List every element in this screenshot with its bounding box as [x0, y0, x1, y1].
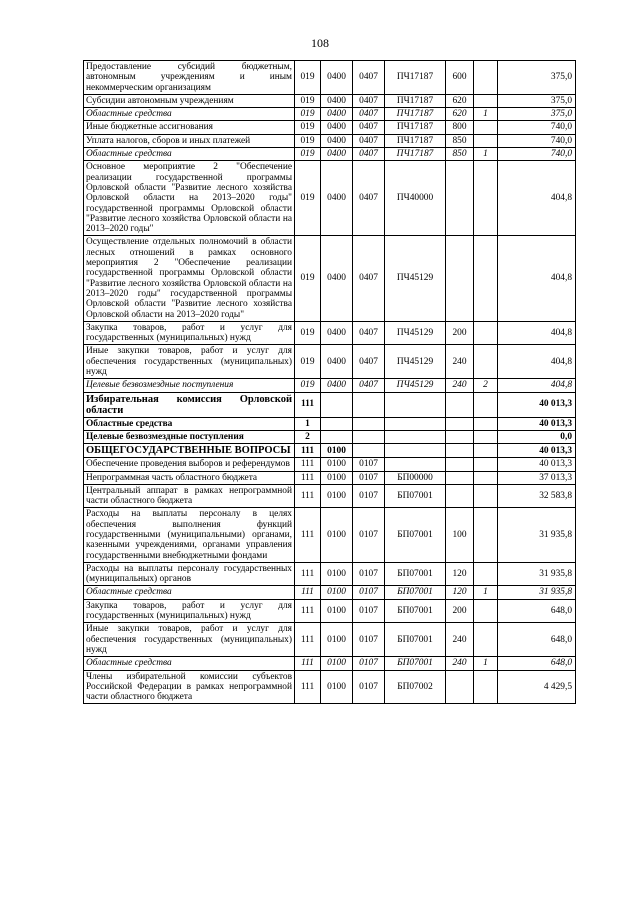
table-row: [84, 623, 576, 657]
amount: 31 935,8: [498, 562, 576, 586]
target-article-code: ПЧ17187: [385, 121, 446, 134]
expense-type-code: 240: [446, 657, 474, 670]
funding-source-code: [474, 599, 498, 623]
funding-source-code: [474, 444, 498, 458]
section-code: 0400: [321, 161, 353, 236]
amount: 40 013,3: [498, 392, 576, 417]
subsection-code: 0407: [353, 121, 385, 134]
amount: 404,8: [498, 345, 576, 379]
amount: 40 013,3: [498, 417, 576, 430]
table-row: [84, 392, 576, 417]
grbs-code: 019: [295, 61, 321, 95]
grbs-code: 019: [295, 321, 321, 345]
expense-type-code: 600: [446, 61, 474, 95]
line-item-name: Расходы на выплаты персоналу в целях обеспечения выполнения функций государственными (муниципальными) органами, казенными учреждениями, органами управления государственными внебюджетными фондами: [84, 508, 295, 562]
subsection-code: 0407: [353, 61, 385, 95]
expense-type-code: [446, 161, 474, 236]
grbs-code: 111: [295, 444, 321, 458]
target-article-code: ПЧ45129: [385, 379, 446, 392]
line-item-name: Центральный аппарат в рамках непрограммной части областного бюджета: [84, 484, 295, 508]
table-row: [84, 61, 576, 95]
grbs-code: 111: [295, 623, 321, 657]
grbs-code: 019: [295, 236, 321, 321]
section-code: 0400: [321, 134, 353, 147]
section-code: [321, 430, 353, 443]
subsection-code: 0407: [353, 236, 385, 321]
funding-source-code: 1: [474, 657, 498, 670]
line-item-name: Областные средства: [84, 108, 295, 121]
amount: 40 013,3: [498, 444, 576, 458]
subsection-code: 0407: [353, 108, 385, 121]
table-row: [84, 458, 576, 471]
amount: 31 935,8: [498, 586, 576, 599]
subsection-code: 0107: [353, 657, 385, 670]
funding-source-code: [474, 161, 498, 236]
grbs-code: 111: [295, 586, 321, 599]
table-row: [84, 444, 576, 458]
subsection-code: 0107: [353, 562, 385, 586]
table-row: [84, 345, 576, 379]
grbs-code: 111: [295, 670, 321, 704]
grbs-code: 019: [295, 134, 321, 147]
table-row: [84, 586, 576, 599]
funding-source-code: [474, 562, 498, 586]
funding-source-code: [474, 623, 498, 657]
target-article-code: [385, 392, 446, 417]
table-row: [84, 484, 576, 508]
section-code: 0400: [321, 345, 353, 379]
line-item-name: Основное мероприятие 2 "Обеспечение реализации государственной программы Орловской области "Развитие лесного хозяйства Орловской области на 2013–2020 годы" государственной программы Орловской области "Развитие лесного хозяйства Орловской области на 2013–2020 годы": [84, 161, 295, 236]
amount: 40 013,3: [498, 458, 576, 471]
expense-type-code: [446, 471, 474, 484]
funding-source-code: [474, 458, 498, 471]
section-code: 0100: [321, 562, 353, 586]
grbs-code: 019: [295, 379, 321, 392]
expense-type-code: [446, 392, 474, 417]
section-code: 0400: [321, 379, 353, 392]
table-row: [84, 121, 576, 134]
section-code: 0100: [321, 657, 353, 670]
section-code: 0400: [321, 236, 353, 321]
amount: 740,0: [498, 121, 576, 134]
expense-type-code: 850: [446, 148, 474, 161]
grbs-code: 019: [295, 94, 321, 107]
expense-type-code: 800: [446, 121, 474, 134]
subsection-code: 0107: [353, 484, 385, 508]
subsection-code: 0107: [353, 623, 385, 657]
section-code: [321, 392, 353, 417]
table-row: [84, 562, 576, 586]
funding-source-code: [474, 670, 498, 704]
funding-source-code: [474, 392, 498, 417]
subsection-code: 0107: [353, 599, 385, 623]
subsection-code: 0107: [353, 508, 385, 562]
grbs-code: 019: [295, 121, 321, 134]
line-item-name: Расходы на выплаты персоналу государственных (муниципальных) органов: [84, 562, 295, 586]
line-item-name: Областные средства: [84, 417, 295, 430]
line-item-name: Члены избирательной комиссии субъектов Российской Федерации в рамках непрограммной части областного бюджета: [84, 670, 295, 704]
subsection-code: 0107: [353, 670, 385, 704]
line-item-name: Областные средства: [84, 148, 295, 161]
amount: 648,0: [498, 623, 576, 657]
line-item-name: Областные средства: [84, 657, 295, 670]
expense-type-code: [446, 444, 474, 458]
section-code: 0400: [321, 108, 353, 121]
expense-type-code: 200: [446, 599, 474, 623]
target-article-code: ПЧ45129: [385, 321, 446, 345]
table-row: [84, 657, 576, 670]
table-row: [84, 599, 576, 623]
funding-source-code: 2: [474, 379, 498, 392]
amount: 648,0: [498, 599, 576, 623]
budget-table: [83, 60, 576, 704]
expense-type-code: 200: [446, 321, 474, 345]
target-article-code: БП00000: [385, 471, 446, 484]
target-article-code: ПЧ45129: [385, 236, 446, 321]
table-row: [84, 430, 576, 443]
line-item-name: Предоставление субсидий бюджетным, автономным учреждениям и иным некоммерческим организациям: [84, 61, 295, 95]
section-code: 0100: [321, 484, 353, 508]
section-code: 0400: [321, 321, 353, 345]
target-article-code: БП07001: [385, 484, 446, 508]
subsection-code: 0107: [353, 458, 385, 471]
line-item-name: Областные средства: [84, 586, 295, 599]
amount: 648,0: [498, 657, 576, 670]
target-article-code: [385, 444, 446, 458]
expense-type-code: 120: [446, 586, 474, 599]
funding-source-code: [474, 121, 498, 134]
section-code: 0100: [321, 623, 353, 657]
target-article-code: [385, 458, 446, 471]
amount: 404,8: [498, 236, 576, 321]
grbs-code: 019: [295, 161, 321, 236]
expense-type-code: [446, 484, 474, 508]
funding-source-code: [474, 94, 498, 107]
line-item-name: Иные закупки товаров, работ и услуг для обеспечения государственных (муниципальных) нужд: [84, 623, 295, 657]
amount: 404,8: [498, 161, 576, 236]
target-article-code: БП07001: [385, 657, 446, 670]
target-article-code: БП07002: [385, 670, 446, 704]
line-item-name: Обеспечение проведения выборов и референдумов: [84, 458, 295, 471]
grbs-code: 111: [295, 392, 321, 417]
target-article-code: ПЧ45129: [385, 345, 446, 379]
subsection-code: 0407: [353, 161, 385, 236]
amount: 404,8: [498, 321, 576, 345]
table-row: [84, 108, 576, 121]
section-code: [321, 417, 353, 430]
funding-source-code: 1: [474, 148, 498, 161]
target-article-code: ПЧ17187: [385, 134, 446, 147]
amount: 740,0: [498, 148, 576, 161]
line-item-name: Закупка товаров, работ и услуг для государственных (муниципальных) нужд: [84, 599, 295, 623]
table-row: [84, 670, 576, 704]
subsection-code: [353, 430, 385, 443]
table-row: [84, 417, 576, 430]
target-article-code: ПЧ17187: [385, 61, 446, 95]
line-item-name: Осуществление отдельных полномочий в области лесных отношений в рамках основного мероприятия 2 "Обеспечение реализации государственной программы Орловской области "Развитие лесного хозяйства Орловской области на 2013–2020 годы" государственной программы Орловской области "Развитие лесного хозяйства Орловской области на 2013–2020 годы": [84, 236, 295, 321]
target-article-code: ПЧ17187: [385, 94, 446, 107]
funding-source-code: [474, 134, 498, 147]
target-article-code: БП07001: [385, 508, 446, 562]
grbs-code: 111: [295, 471, 321, 484]
expense-type-code: 240: [446, 623, 474, 657]
grbs-code: 111: [295, 458, 321, 471]
funding-source-code: [474, 484, 498, 508]
section-code: 0100: [321, 444, 353, 458]
expense-type-code: [446, 417, 474, 430]
subsection-code: 0107: [353, 586, 385, 599]
target-article-code: БП07001: [385, 623, 446, 657]
table-row: [84, 94, 576, 107]
expense-type-code: 120: [446, 562, 474, 586]
line-item-name: Целевые безвозмездные поступления: [84, 379, 295, 392]
section-code: 0400: [321, 94, 353, 107]
amount: 37 013,3: [498, 471, 576, 484]
section-code: 0100: [321, 670, 353, 704]
expense-type-code: 240: [446, 379, 474, 392]
line-item-name: Иные бюджетные ассигнования: [84, 121, 295, 134]
expense-type-code: 850: [446, 134, 474, 147]
funding-source-code: [474, 508, 498, 562]
subsection-code: [353, 417, 385, 430]
line-item-name: Субсидии автономным учреждениям: [84, 94, 295, 107]
subsection-code: 0407: [353, 379, 385, 392]
subsection-code: [353, 444, 385, 458]
funding-source-code: [474, 345, 498, 379]
grbs-code: 111: [295, 599, 321, 623]
line-item-name: Иные закупки товаров, работ и услуг для обеспечения государственных (муниципальных) нужд: [84, 345, 295, 379]
amount: 32 583,8: [498, 484, 576, 508]
funding-source-code: [474, 417, 498, 430]
subsection-code: [353, 392, 385, 417]
section-code: 0100: [321, 508, 353, 562]
subsection-code: 0107: [353, 471, 385, 484]
line-item-name: Целевые безвозмездные поступления: [84, 430, 295, 443]
grbs-code: 019: [295, 108, 321, 121]
subsection-code: 0407: [353, 134, 385, 147]
funding-source-code: 1: [474, 586, 498, 599]
target-article-code: БП07001: [385, 562, 446, 586]
target-article-code: [385, 417, 446, 430]
subsection-code: 0407: [353, 321, 385, 345]
section-code: 0100: [321, 599, 353, 623]
grbs-code: 2: [295, 430, 321, 443]
target-article-code: БП07001: [385, 586, 446, 599]
table-row: [84, 134, 576, 147]
section-code: 0400: [321, 121, 353, 134]
amount: 0,0: [498, 430, 576, 443]
target-article-code: ПЧ17187: [385, 148, 446, 161]
grbs-code: 111: [295, 508, 321, 562]
expense-type-code: 620: [446, 108, 474, 121]
subsection-code: 0407: [353, 94, 385, 107]
table-row: [84, 148, 576, 161]
expense-type-code: [446, 236, 474, 321]
target-article-code: [385, 430, 446, 443]
section-code: 0400: [321, 148, 353, 161]
amount: 375,0: [498, 94, 576, 107]
target-article-code: ПЧ40000: [385, 161, 446, 236]
amount: 375,0: [498, 108, 576, 121]
amount: 740,0: [498, 134, 576, 147]
expense-type-code: 620: [446, 94, 474, 107]
grbs-code: 111: [295, 562, 321, 586]
grbs-code: 019: [295, 345, 321, 379]
funding-source-code: [474, 61, 498, 95]
funding-source-code: 1: [474, 108, 498, 121]
line-item-name: ОБЩЕГОСУДАРСТВЕННЫЕ ВОПРОСЫ: [84, 444, 295, 458]
line-item-name: Закупка товаров, работ и услуг для государственных (муниципальных) нужд: [84, 321, 295, 345]
section-code: 0100: [321, 586, 353, 599]
funding-source-code: [474, 321, 498, 345]
table-row: [84, 321, 576, 345]
amount: 404,8: [498, 379, 576, 392]
expense-type-code: [446, 430, 474, 443]
expense-type-code: [446, 458, 474, 471]
line-item-name: Избирательная комиссия Орловской области: [84, 392, 295, 417]
section-code: 0400: [321, 61, 353, 95]
subsection-code: 0407: [353, 345, 385, 379]
expense-type-code: [446, 670, 474, 704]
table-row: [84, 161, 576, 236]
grbs-code: 111: [295, 657, 321, 670]
subsection-code: 0407: [353, 148, 385, 161]
section-code: 0100: [321, 471, 353, 484]
table-row: [84, 471, 576, 484]
amount: 4 429,5: [498, 670, 576, 704]
funding-source-code: [474, 236, 498, 321]
table-row: [84, 379, 576, 392]
funding-source-code: [474, 430, 498, 443]
grbs-code: 1: [295, 417, 321, 430]
grbs-code: 111: [295, 484, 321, 508]
line-item-name: Уплата налогов, сборов и иных платежей: [84, 134, 295, 147]
table-row: [84, 508, 576, 562]
page-number: 108: [311, 36, 329, 50]
grbs-code: 019: [295, 148, 321, 161]
section-code: 0100: [321, 458, 353, 471]
target-article-code: БП07001: [385, 599, 446, 623]
table-row: [84, 236, 576, 321]
expense-type-code: 100: [446, 508, 474, 562]
line-item-name: Непрограммная часть областного бюджета: [84, 471, 295, 484]
funding-source-code: [474, 471, 498, 484]
amount: 375,0: [498, 61, 576, 95]
expense-type-code: 240: [446, 345, 474, 379]
target-article-code: ПЧ17187: [385, 108, 446, 121]
amount: 31 935,8: [498, 508, 576, 562]
